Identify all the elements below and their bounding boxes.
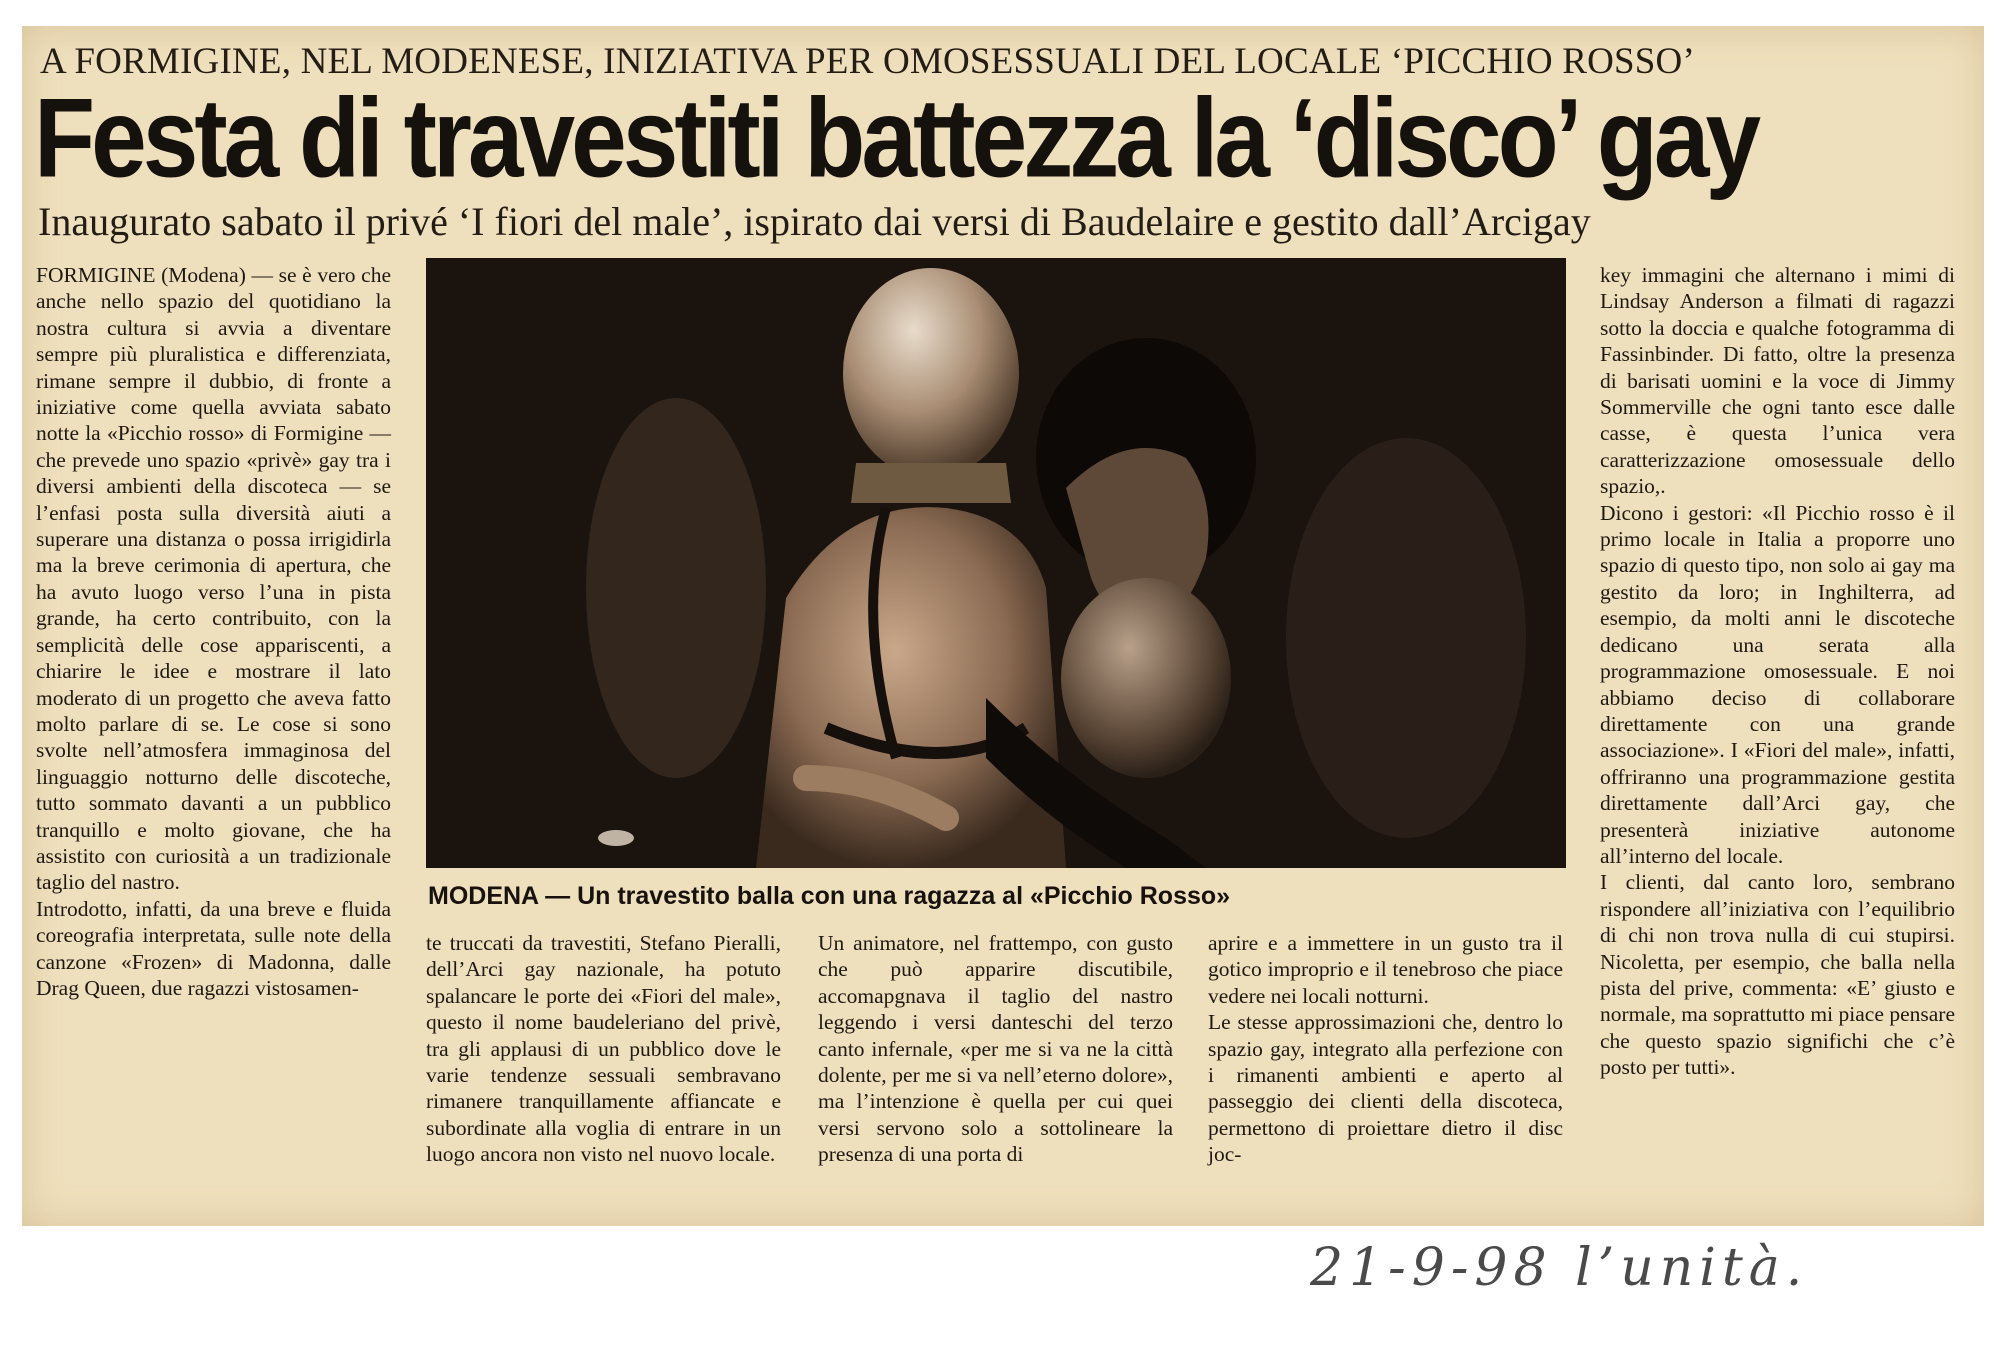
text-column-4 bbox=[1208, 930, 1563, 1220]
article-kicker: A FORMIGINE, NEL MODENESE, INIZIATIVA PER OMOSESSUALI DEL LOCALE ‘PICCHIO ROSSO’ bbox=[40, 41, 1695, 82]
article-subhead: Inaugurato sabato il privé ‘I fiori del male’, ispirato dai versi di Baudelaire e gestito dall’Arcigay bbox=[38, 199, 1591, 244]
paragraph: aprire e a immettere in un gusto tra il gotico improprio e il tenebroso che piace vedere nei locali notturni. bbox=[1208, 931, 1563, 1008]
paragraph: Introdotto, infatti, da una breve e fluida coreografia interpretata, sulle note della canzone «Frozen» di Madonna, dalle Drag Queen, due ragazzi vistosamen- bbox=[36, 896, 391, 1000]
paragraph: Le stesse approssimazioni che, dentro lo spazio gay, integrato alla perfezione con i rimanenti ambienti e aperto al passeggio dei clienti della discoteca, permettono di proiettare dietro il disc joc- bbox=[1208, 1010, 1563, 1167]
photo-caption: MODENA — Un travestito balla con una ragazza al «Picchio Rosso» bbox=[428, 882, 1231, 910]
text-column-5 bbox=[1600, 263, 1955, 1219]
text-column-3 bbox=[818, 930, 1173, 1220]
paragraph: I clienti, dal canto loro, sembrano rispondere all’iniziativa con l’equilibrio di chi non trova nulla di cui stupirsi. Nicoletta, per esempio, che balla nella pista del prive, commenta: «E’ giusto e normale, ma soprattutto mi piace pensare che questo spazio significhi che c’è posto per tutti». bbox=[1600, 870, 1955, 1080]
text-column-1 bbox=[36, 262, 391, 1217]
paragraph: te truccati da travestiti, Stefano Pieralli, dell’Arci gay nazionale, ha potuto spalancare le porte dei «Fiori del male», questo il nome baudeleriano del privè, tra gli applausi di un pubblico dove le varie tendenze sessuali sembravano rimanere tranquillamente affiancate e subordinate alla voglia di entrare in un luogo ancora non visto nel nuovo locale. bbox=[426, 931, 781, 1167]
dancing-couple-photo-image bbox=[426, 258, 1566, 868]
text-column-2 bbox=[426, 930, 781, 1220]
article-headline: Festa di travestiti battezza la ‘disco’ gay bbox=[34, 75, 1758, 201]
paragraph: key immagini che alternano i mimi di Lindsay Anderson a filmati di ragazzi sotto la doccia e qualche fotogramma di Fassinbinder. Di fatto, oltre la presenza di barisati uomini e la voce di Jimmy Sommerville che ogni tanto esce dalle casse, è questa l’unica vera caratterizzazione omosessuale dello spazio,. bbox=[1600, 263, 1955, 499]
paragraph: FORMIGINE (Modena) — se è vero che anche nello spazio del quotidiano la nostra cultura si avvia a diventare sempre più pluralistica e differenziata, rimane sempre il dubbio, di fronte a iniziative come quella avviata sabato notte la «Picchio rosso» di Formigine — che prevede uno spazio «privè» gay tra i diversi ambienti della discoteca — se l’enfasi posta sulla diversità aiuti a superare una distanza o possa irrigidirla ma la breve cerimonia di apertura, che ha avuto luogo verso l’una in pista grande, ha certo contribuito, con la semplicità delle cose appariscenti, a chiarire le idee e mostrare il lato moderato di un progetto che aveva fatto molto parlare di se. Le cose si sono svolte nell’atmosfera immaginosa del linguaggio notturno delle discoteche, tutto sommato davanti a un pubblico tranquillo e molto giovane, che ha assistito con curiosità a un tradizionale taglio del nastro. bbox=[36, 263, 391, 895]
article-photo bbox=[426, 258, 1566, 868]
handwritten-date-note: 21-9-98 l’unità. bbox=[1310, 1238, 1809, 1298]
paragraph: Un animatore, nel frattempo, con gusto che può apparire discutibile, accomapgnava il taglio del nastro leggendo i versi danteschi del terzo canto infernale, «per me si va ne la città dolente, per me si va nell’eterno dolore», ma l’intenzione è quella per cui quei versi servono solo a sottolineare la presenza di una porta di bbox=[818, 931, 1173, 1167]
paragraph: Dicono i gestori: «Il Picchio rosso è il primo locale in Italia a proporre uno spazio di questo tipo, non solo ai gay ma gestito da loro; in Inghilterra, ad esempio, da molti anni le discoteche dedicano una serata alla programmazione omosessuale. E noi abbiamo deciso di collaborare direttamente con una grande associazione». I «Fiori del male», infatti, offriranno una programmazione gestita direttamente dall’Arci gay, che presenterà iniziative autonome all’interno del locale. bbox=[1600, 500, 1955, 868]
